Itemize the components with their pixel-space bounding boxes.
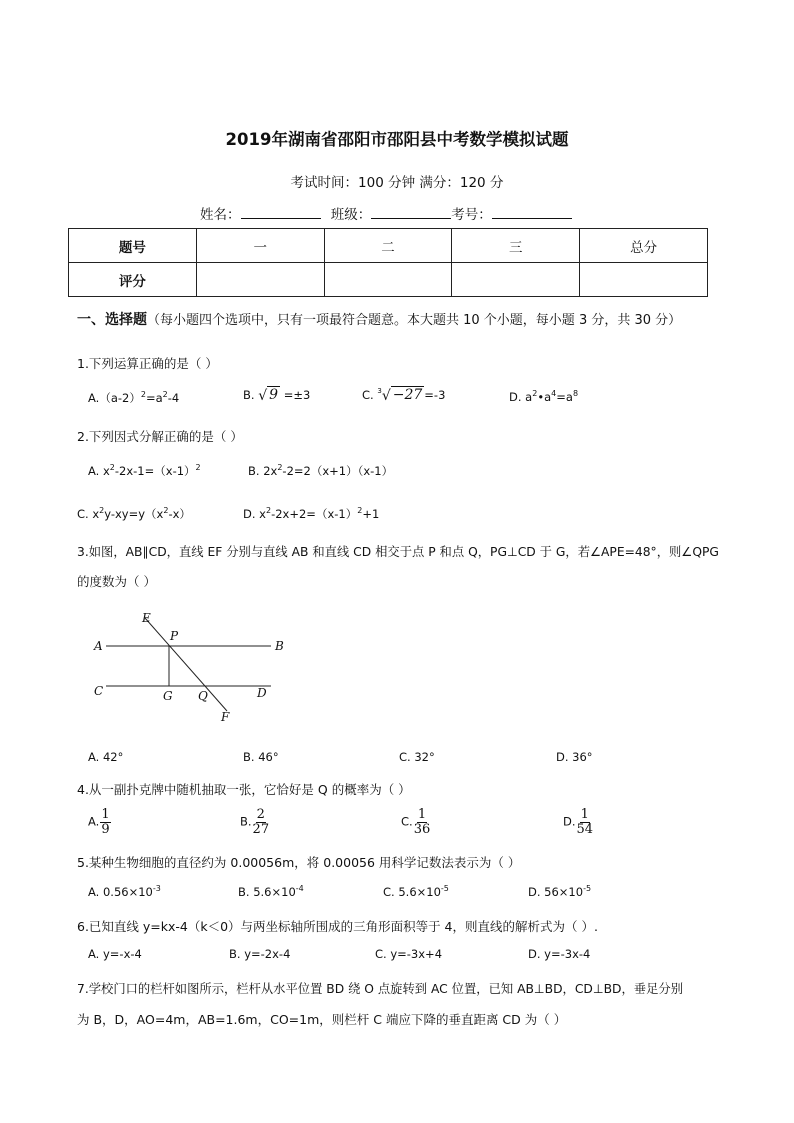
label-q: Q <box>198 689 208 703</box>
q1-option-d: D. $a^2•a^4=a^8$ <box>509 389 579 404</box>
question-2-stem: 2.下列因式分解正确的是（ ） <box>77 429 243 444</box>
score-cell[interactable] <box>196 263 324 297</box>
question-4-stem: 4.从一副扑克牌中随机抽取一张，它恰好是 Q 的概率为（ ） <box>77 782 411 797</box>
question-3-stem-line1: 3.如图，AB∥CD，直线 EF 分别与直线 AB 和直线 CD 相交于点 P 和点 Q，PG⊥CD 于 G，若∠APE=48°，则∠QPG <box>77 545 719 559</box>
class-label: 班级： <box>330 207 372 223</box>
label-f: F <box>221 710 230 724</box>
question-7-stem-line1: 7.学校门口的栏杆如图所示，栏杆从水平位置 BD 绕 O 点旋转到 AC 位置，已知 AB⊥BD，CD⊥BD，垂足分别 <box>77 982 683 996</box>
q1-option-a: $A.(a-2)^2=a^2-4$ <box>88 390 180 405</box>
q2-option-b: B. $2x^2-2=2(x+1)(x-1)$ <box>248 463 394 478</box>
q2-option-a: A. $x^2-2x-1=(x-1)^2$ <box>88 463 201 478</box>
question-6-stem: 6.已知直线 y=kx-4（k＜0）与两坐标轴所围成的三角形面积等于 4，则直线的解析式为（ ）. <box>77 919 598 934</box>
line-ef <box>145 618 227 711</box>
sqrt-symbol: √ <box>258 387 268 404</box>
q6-option-c: C. y=-3x+4 <box>375 947 443 961</box>
score-table <box>68 228 708 297</box>
q3-option-c: C. 32° <box>399 750 435 764</box>
q6-option-a: A. y=-x-4 <box>88 947 142 961</box>
score-row-label: 评分 <box>69 263 197 297</box>
q4-option-c: C. $\frac{1}{36}$ <box>401 807 431 837</box>
q5-option-a: A. $0.56\times 10^{-3}$ <box>88 884 161 899</box>
q1-option-c: C. $^3$√ −27 =-3 <box>362 387 446 404</box>
q3-option-b: B. 46° <box>243 750 279 764</box>
label-d: D <box>257 686 267 700</box>
q5-option-d: D. $56\times 10^{-5}$ <box>528 884 592 899</box>
label-e: E <box>142 611 151 625</box>
question-5-stem: 5.某种生物细胞的直径约为 0.00056m，将 0.00056 用科学记数法表示为（ ） <box>77 855 521 870</box>
q4-option-a: A. $\frac{1}{9}$ <box>88 807 110 837</box>
q3-option-a: A. 42° <box>88 750 124 764</box>
student-info-line <box>200 203 572 223</box>
q5-option-b: B. $5.6\times 10^{-4}$ <box>238 884 304 899</box>
score-cell[interactable] <box>324 263 452 297</box>
q4-option-d: D. $\frac{1}{54}$ <box>563 807 594 837</box>
class-blank[interactable] <box>371 204 451 219</box>
q2-option-c: C. $x^2y-xy=y(x^2-x)$ <box>77 506 191 521</box>
q2-option-d: D. $x^2-2x+2=(x-1)^2+1$ <box>243 506 380 521</box>
score-header-cell: 二 <box>324 229 452 263</box>
name-label: 姓名： <box>200 207 241 223</box>
score-cell[interactable] <box>580 263 708 297</box>
score-header-cell: 总分 <box>580 229 708 263</box>
label-a: A <box>94 639 103 653</box>
score-header-cell: 一 <box>196 229 324 263</box>
name-blank[interactable] <box>241 204 321 219</box>
exam-duration-score: 考试时间：100 分钟 满分：120 分 <box>290 175 504 191</box>
label-g: G <box>163 689 173 703</box>
q6-option-d: D. y=-3x-4 <box>528 947 591 961</box>
q6-option-b: B. y=-2x-4 <box>229 947 291 961</box>
label-c: C <box>94 684 104 698</box>
score-table-header-row <box>69 229 708 263</box>
section-title: 一、选择题 <box>77 312 147 328</box>
label-b: B <box>275 639 284 653</box>
section-note: （每小题四个选项中，只有一项最符合题意。本大题共 10 个小题，每小题 3 分，共 30 分） <box>147 313 682 328</box>
question-7-stem-line2: 为 B，D，AO=4m，AB=1.6m，CO=1m，则栏杆 C 端应下降的垂直距离 CD 为（ ） <box>77 1012 567 1027</box>
exam-title: 2019年湖南省邵阳市邵阳县中考数学模拟试题 <box>225 130 569 149</box>
id-blank[interactable] <box>492 204 572 219</box>
score-table-score-row <box>69 263 708 297</box>
q1-option-b: B. √ 9 =±3 <box>243 387 311 404</box>
score-header-cell: 三 <box>452 229 580 263</box>
cube-root-symbol: √ <box>381 387 391 404</box>
id-label: 考号： <box>451 207 492 223</box>
question-1-stem: 1.下列运算正确的是（ ） <box>77 356 218 371</box>
section-heading <box>77 309 681 329</box>
question-3-stem-line2: 的度数为（ ） <box>77 574 156 589</box>
q5-option-c: C. $5.6\times 10^{-5}$ <box>383 884 449 899</box>
score-cell[interactable] <box>452 263 580 297</box>
q3-option-d: D. 36° <box>556 750 593 764</box>
label-p: P <box>170 629 179 643</box>
score-header-cell: 题号 <box>69 229 197 263</box>
q4-option-b: B. $\frac{2}{27}$ <box>240 807 270 837</box>
q3-figure <box>85 605 300 725</box>
